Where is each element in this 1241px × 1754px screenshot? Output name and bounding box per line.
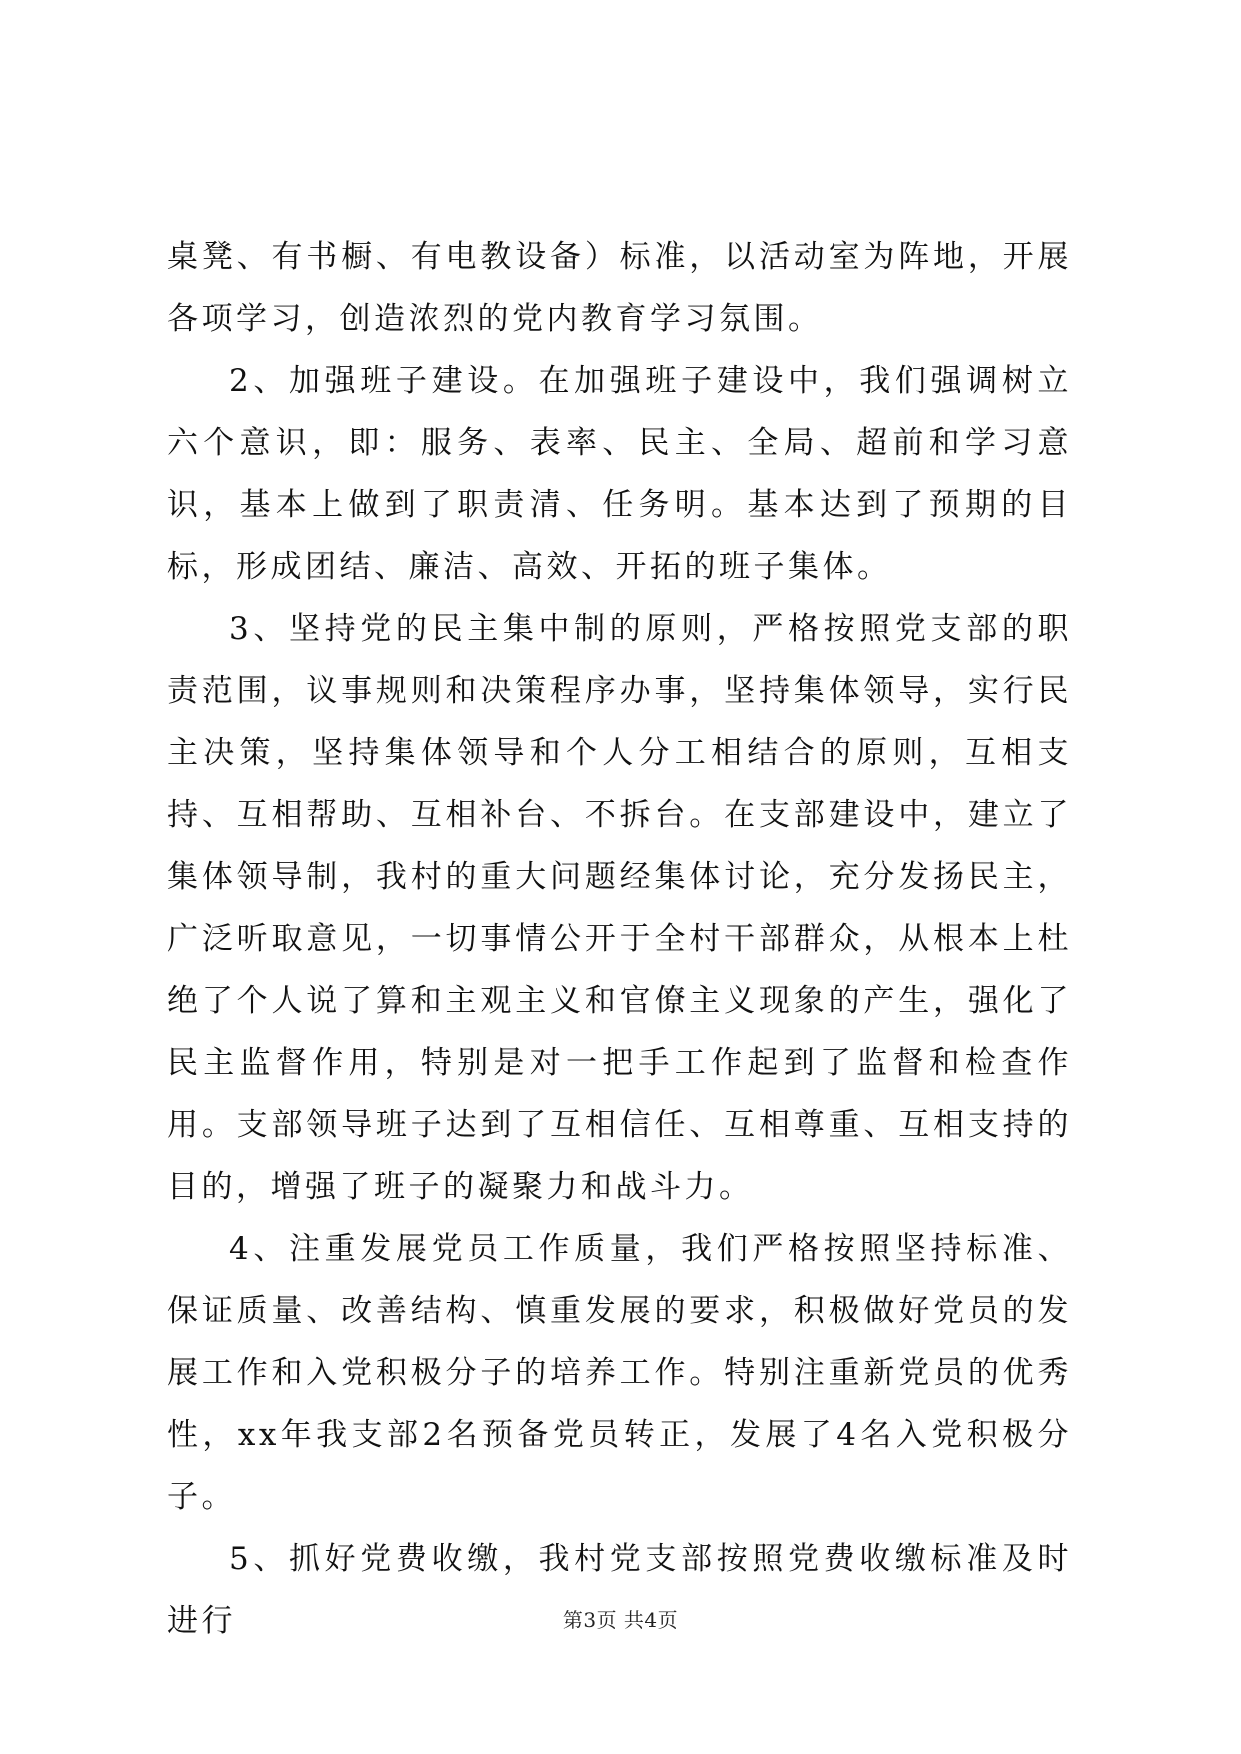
paragraph-item-3: 3、坚持党的民主集中制的原则，严格按照党支部的职责范围，议事规则和决策程序办事，坚持集体领导，实行民主决策，坚持集体领导和个人分工相结合的原则，互相支持、互相帮助、互相补台、不拆台。在支部建设中，建立了集体领导制，我村的重大问题经集体讨论，充分发扬民主，广泛听取意见，一切事情公开于全村干部群众，从根本上杜绝了个人说了算和主观主义和官僚主义现象的产生，强化了民主监督作用，特别是对一把手工作起到了监督和检查作用。支部领导班子达到了互相信任、互相尊重、互相支持的目的，增强了班子的凝聚力和战斗力。 xyxy=(167,611,1072,1205)
document-body xyxy=(167,226,1072,1652)
paragraph-continued: 桌凳、有书橱、有电教设备）标准，以活动室为阵地，开展各项学习，创造浓烈的党内教育学习氛围。 xyxy=(167,239,1072,337)
paragraph-item-4: 4、注重发展党员工作质量，我们严格按照坚持标准、保证质量、改善结构、慎重发展的要求，积极做好党员的发展工作和入党积极分子的培养工作。特别注重新党员的优秀性，xx年我支部2名预备党员转正，发展了4名入党积极分子。 xyxy=(167,1231,1072,1515)
page-footer: 第3页 共4页 xyxy=(562,1608,679,1632)
paragraph-item-5: 5、抓好党费收缴，我村党支部按照党费收缴标准及时进行 xyxy=(167,1541,1072,1639)
paragraph-item-2: 2、加强班子建设。在加强班子建设中，我们强调树立六个意识，即：服务、表率、民主、全局、超前和学习意识，基本上做到了职责清、任务明。基本达到了预期的目标，形成团结、廉洁、高效、开拓的班子集体。 xyxy=(167,363,1072,585)
